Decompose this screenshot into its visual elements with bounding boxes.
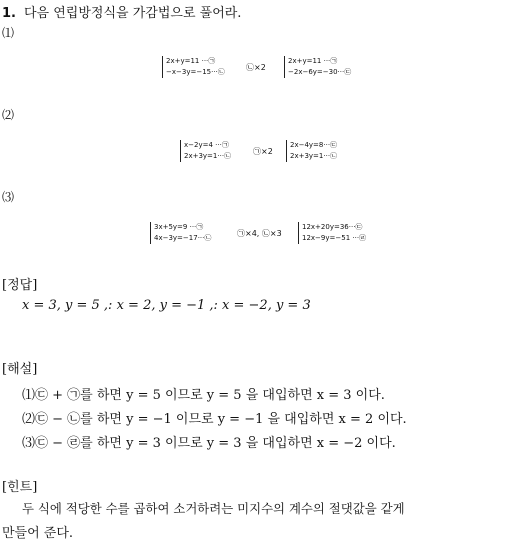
problem-1-operation: ㉡×2 [246,63,266,72]
equation: 4x−3y=−17···㉡ [154,234,212,242]
problem-2-operation: ㉠×2 [253,147,273,156]
equation: −2x−6y=−30···㉢ [288,68,352,76]
question-number: 1. [2,6,16,21]
problem-2-label: ⑵ [2,108,15,122]
problem-3-label: ⑶ [2,190,15,204]
question-text: 다음 연립방정식을 가감법으로 풀어라. [23,6,242,21]
equation: 2x+3y=1···㉡ [290,152,338,160]
equation: x−2y=4 ···㉠ [184,141,229,149]
equation: 12x+20y=36···㉢ [302,223,363,231]
problem-2-right-system [286,140,337,162]
equation: 2x+y=11 ···㉠ [288,57,338,65]
equation: 2x−4y=8···㉢ [290,141,338,149]
problem-3-operation: ㉠×4, ㉡×3 [237,229,282,238]
question-title [2,2,241,21]
explanation-heading: [해설] [2,362,38,377]
equation: 2x+y=11 ···㉠ [166,57,216,65]
equation: −x−3y=−15···㉡ [166,68,225,76]
hint-line-1: 두 식에 적당한 수를 곱하여 소거하려는 미지수의 계수의 절댓값을 같게 [22,501,405,516]
problem-1-left-system [162,56,225,78]
problem-1-right-system [284,56,351,78]
answer-heading: [정답] [2,278,38,293]
problem-3-left-system [150,222,211,244]
equation: 3x+5y=9 ···㉠ [154,223,204,231]
hint-heading: [힌트] [2,480,38,495]
equation: 2x+3y=1···㉡ [184,152,232,160]
answer-text: x = 3, y = 5 ,: x = 2, y = −1 ,: x = −2, y = 3 [22,298,311,313]
explanation-line-1: ⑴㉢ + ㉠를 하면 y = 5 이므로 y = 5 을 대입하면 x = 3 이다. [22,388,385,403]
explanation-line-3: ⑶㉢ − ㉣를 하면 y = 3 이므로 y = 3 을 대입하면 x = −2 이다. [22,436,396,451]
explanation-line-2: ⑵㉢ − ㉡를 하면 y = −1 이므로 y = −1 을 대입하면 x = 2 이다. [22,412,407,427]
problem-3-right-system [298,222,366,244]
hint-line-2: 만들어 준다. [2,526,74,541]
equation: 12x−9y=−51 ···㉣ [302,234,367,242]
problem-1-label: ⑴ [2,26,15,40]
problem-2-left-system [180,140,231,162]
